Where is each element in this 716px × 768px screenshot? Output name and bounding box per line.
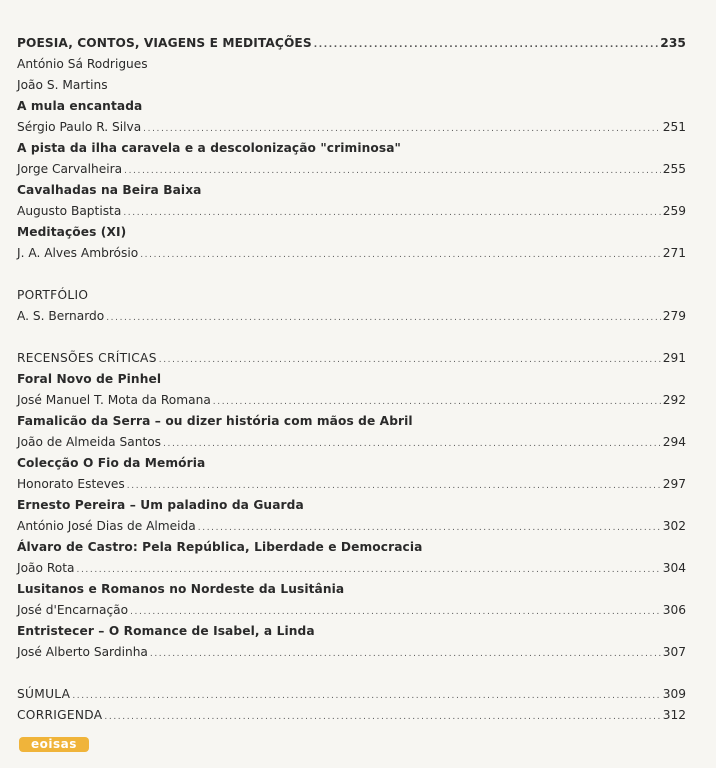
toc-article-title (17, 369, 686, 390)
toc-text: António Sá Rodrigues (17, 57, 148, 71)
dot-leader (163, 434, 661, 455)
page-number: 251 (662, 120, 686, 134)
page-number: 292 (662, 393, 686, 407)
toc-text: Cavalhadas na Beira Baixa (17, 183, 202, 197)
toc-text: João de Almeida Santos (17, 435, 162, 449)
toc-text: José d'Encarnação (17, 603, 129, 617)
dot-leader (140, 245, 661, 266)
toc-text: José Alberto Sardinha (17, 645, 148, 659)
toc-text: João Rota (17, 561, 75, 575)
toc-text: J. A. Alves Ambrósio (17, 246, 139, 260)
toc-text: Colecção O Fio da Memória (17, 456, 206, 470)
toc-text: Sérgio Paulo R. Silva (17, 120, 142, 134)
section-spacer (17, 264, 686, 285)
toc-text: CORRIGENDA (17, 708, 103, 722)
toc-text: SÚMULA (17, 687, 71, 701)
toc-article-title (17, 579, 686, 600)
dot-leader (104, 707, 660, 728)
toc-article-title (17, 180, 686, 201)
toc-entry (17, 306, 686, 327)
toc-text: Jorge Carvalheira (17, 162, 123, 176)
toc-entry (17, 642, 686, 663)
page-number: 235 (660, 36, 686, 50)
toc-entry (17, 516, 686, 537)
toc-text: Foral Novo de Pinhel (17, 372, 162, 386)
page-number: 271 (662, 246, 686, 260)
toc-article-title (17, 495, 686, 516)
toc-text: Ernesto Pereira – Um paladino da Guarda (17, 498, 304, 512)
page-number: 259 (662, 204, 686, 218)
dot-leader (130, 602, 661, 623)
page-number: 279 (662, 309, 686, 323)
toc-text: RECENSÕES CRÍTICAS (17, 351, 157, 365)
page-number: 291 (662, 351, 686, 365)
toc-text: POESIA, CONTOS, VIAGENS E MEDITAÇÕES (17, 36, 312, 50)
toc-text: PORTFÓLIO (17, 288, 89, 302)
toc-text: Meditações (XI) (17, 225, 127, 239)
toc-text: José Manuel T. Mota da Romana (17, 393, 211, 407)
toc-text: João S. Martins (17, 78, 108, 92)
toc-entry (17, 201, 686, 222)
dot-leader (213, 392, 661, 413)
toc-text: A mula encantada (17, 99, 143, 113)
toc-article-title (17, 453, 686, 474)
dot-leader (76, 560, 660, 581)
toc-text: Famalicão da Serra – ou dizer história com mãos de Abril (17, 414, 413, 428)
toc-entry (17, 33, 686, 54)
section-spacer (17, 663, 686, 684)
toc-text: António José Dias de Almeida (17, 519, 196, 533)
toc-article-title (17, 138, 686, 159)
toc-author (17, 285, 686, 306)
dot-leader (143, 119, 661, 140)
toc-text: Álvaro de Castro: Pela República, Liberdade e Democracia (17, 540, 423, 554)
toc-entry (17, 159, 686, 180)
page-number: 306 (662, 603, 686, 617)
toc-article-title (17, 537, 686, 558)
toc-text: Entristecer – O Romance de Isabel, a Linda (17, 624, 315, 638)
toc-entry (17, 705, 686, 726)
toc-entry (17, 558, 686, 579)
toc-text: Augusto Baptista (17, 204, 122, 218)
page-number: 312 (662, 708, 686, 722)
toc-article-title (17, 96, 686, 117)
page-number: 297 (662, 477, 686, 491)
dot-leader (159, 350, 661, 371)
dot-leader (124, 161, 661, 182)
toc-author (17, 75, 686, 96)
page-number: 255 (662, 162, 686, 176)
toc-entry (17, 684, 686, 705)
dot-leader (72, 686, 660, 707)
page-number: 304 (662, 561, 686, 575)
toc-article-title (17, 222, 686, 243)
page-number: 302 (662, 519, 686, 533)
toc-text: Lusitanos e Romanos no Nordeste da Lusitânia (17, 582, 345, 596)
toc-entry (17, 348, 686, 369)
toc-text: Honorato Esteves (17, 477, 125, 491)
page-number: 307 (662, 645, 686, 659)
dot-leader (127, 476, 661, 497)
toc-entry (17, 432, 686, 453)
toc-entry (17, 474, 686, 495)
toc-entry (17, 243, 686, 264)
toc-author (17, 54, 686, 75)
toc-text: A. S. Bernardo (17, 309, 105, 323)
toc-entry (17, 117, 686, 138)
dot-leader (198, 518, 661, 539)
toc-entry (17, 390, 686, 411)
page-number: 294 (662, 435, 686, 449)
table-of-contents (17, 33, 686, 726)
toc-article-title (17, 411, 686, 432)
magazine-logo: eoisas (19, 737, 89, 752)
section-spacer (17, 327, 686, 348)
dot-leader (150, 644, 661, 665)
toc-text: A pista da ilha caravela e a descolonização "criminosa" (17, 141, 401, 155)
page-number: 309 (662, 687, 686, 701)
dot-leader (314, 35, 659, 56)
toc-entry (17, 600, 686, 621)
dot-leader (123, 203, 660, 224)
toc-article-title (17, 621, 686, 642)
dot-leader (106, 308, 661, 329)
